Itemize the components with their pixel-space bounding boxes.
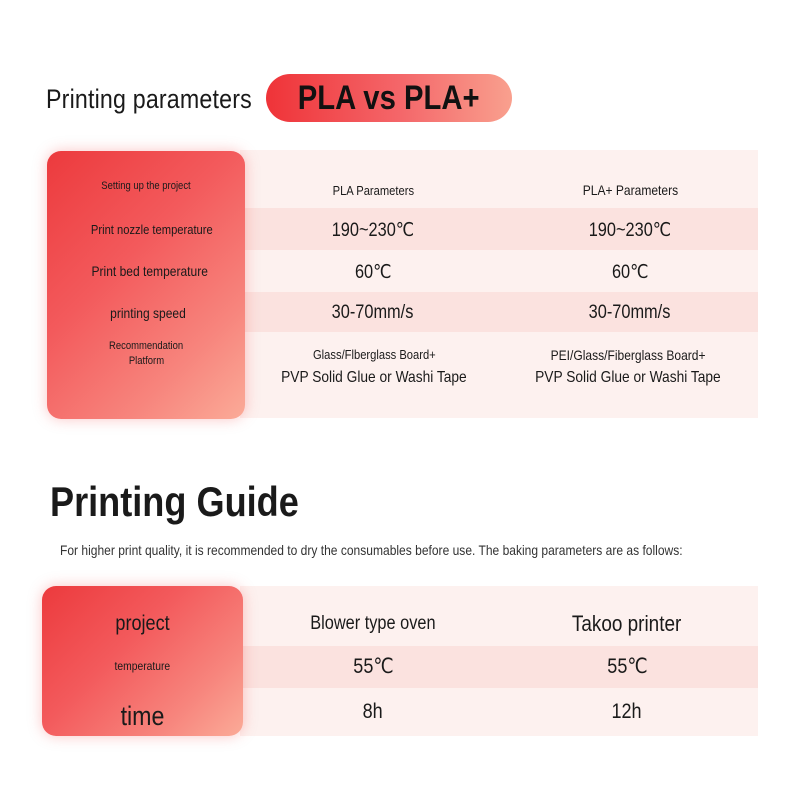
params-cell-pla: 30-70mm/s [332, 302, 414, 323]
params-row [47, 172, 245, 200]
params-row-label: Recommendation [108, 340, 184, 352]
comparison-pill-label: PLA vs PLA+ [298, 78, 480, 117]
guide-note: For higher print quality, it is recommended to dry the consumables before use. The baking parameters are as follows: [60, 542, 683, 558]
params-cell-plaplus: PEI/Glass/Fiberglass Board+ PVP Solid Glue or Washi Tape [535, 347, 721, 386]
params-cell-pla: 60℃ [354, 261, 392, 283]
baking-cell-printer: 12h [611, 700, 643, 723]
params-row-label: Platform [128, 355, 164, 367]
section-title-printing-guide: Printing Guide [50, 478, 299, 525]
baking-row [42, 608, 243, 640]
params-row-label: Print bed temperature [91, 263, 209, 279]
baking-cell-oven: Blower type oven [310, 613, 436, 634]
baking-row [42, 698, 243, 734]
baking-cell-oven: 8h [362, 700, 384, 723]
params-row-label: Setting up the project [101, 180, 191, 192]
baking-cell-printer: 55℃ [606, 654, 648, 678]
params-cell-plaplus: 30-70mm/s [589, 302, 671, 323]
comparison-pill [266, 74, 512, 122]
params-cell-plaplus: 190~230℃ [588, 219, 672, 241]
baking-row-label: time [120, 700, 165, 731]
baking-row-label: project [115, 612, 170, 635]
params-row [47, 299, 249, 327]
params-row-label: Print nozzle temperature [91, 221, 213, 237]
params-cell-pla: Glass/Flberglass Board+ PVP Solid Glue or Washi Tape [281, 347, 467, 386]
params-row [47, 338, 245, 370]
params-row-label: printing speed [110, 305, 186, 321]
params-cell-pla: PLA Parameters [332, 182, 414, 198]
params-row [47, 215, 257, 243]
params-row [47, 257, 253, 285]
params-cell-plaplus: 60℃ [611, 261, 649, 283]
params-cell-pla: 190~230℃ [331, 219, 415, 241]
baking-row-label: temperature [114, 659, 171, 673]
section-title-printing-parameters: Printing parameters [46, 84, 252, 114]
baking-cell-oven: 55℃ [352, 654, 394, 678]
baking-cell-printer: Takoo printer [572, 611, 682, 636]
params-cell-plaplus: PLA+ Parameters [582, 182, 678, 198]
baking-row [42, 652, 243, 680]
